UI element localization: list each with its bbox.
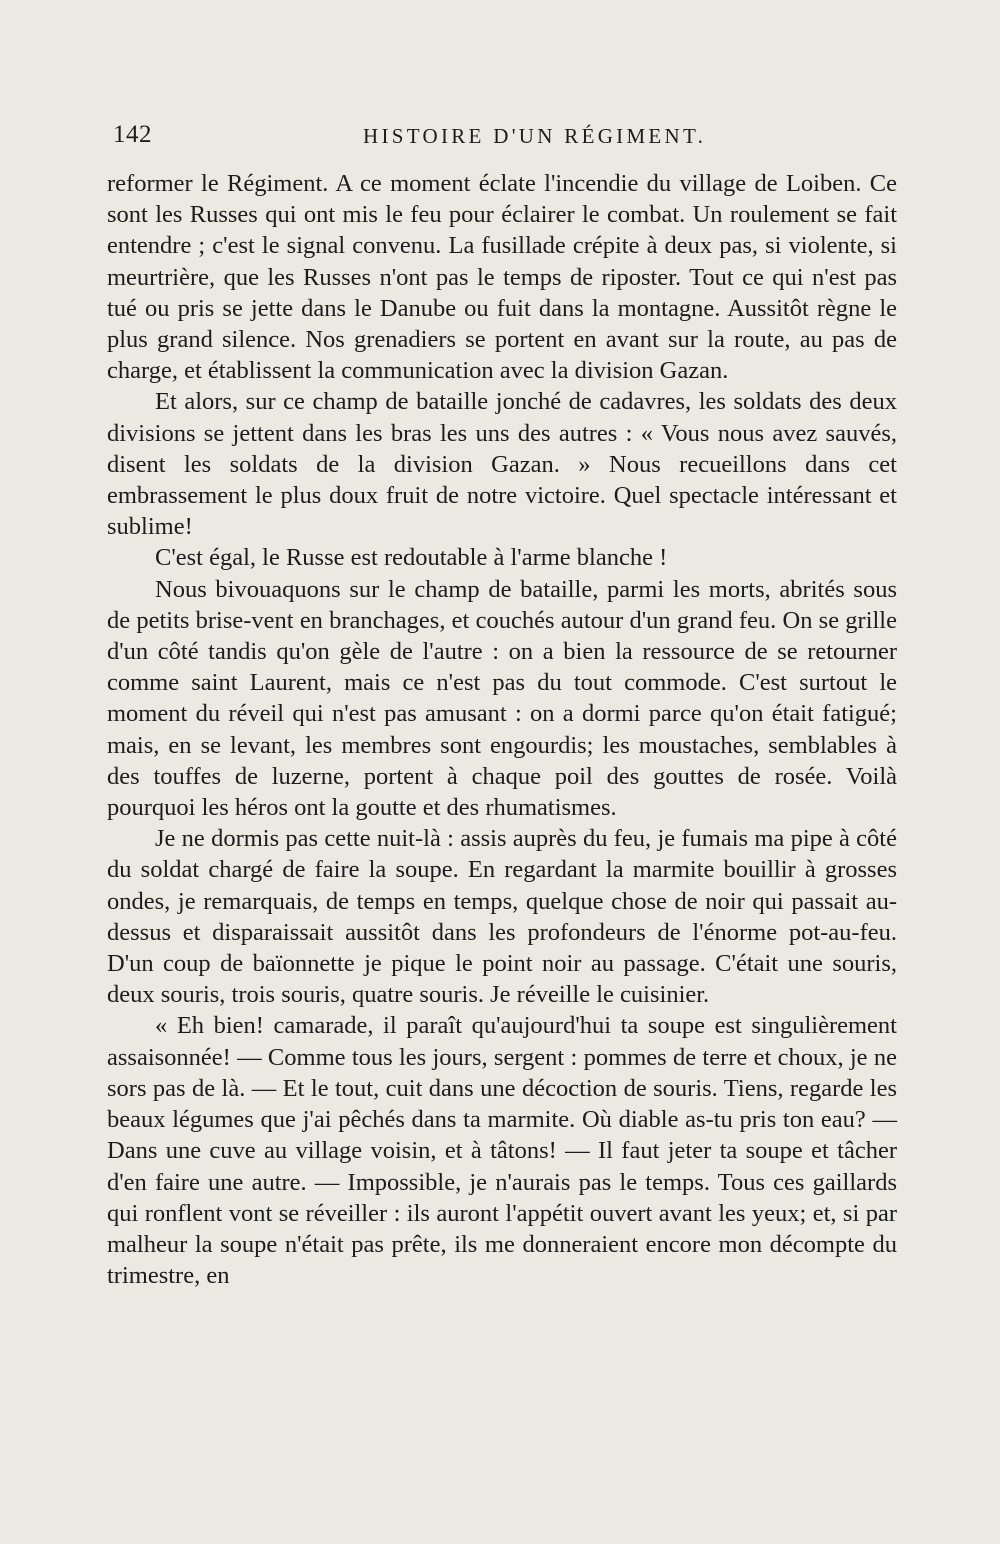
page-header (113, 121, 905, 155)
paragraph-3: C'est égal, le Russe est redoutable à l'arme blanche ! (155, 544, 668, 572)
paragraph-6: « Eh bien! camarade, il paraît qu'aujourd'hui ta soupe est singulièrement assaisonnée! — Comme tous les jours, sergent : pommes de terre et choux, je ne sors pas de là. — Et le tout, cuit dans une décoction de souris. Tiens, regarde les beaux légumes que j'ai pêchés dans ta marmite. Où diable as-tu pris ton eau? — Dans une cuve au village voisin, et à tâtons! — Il faut jeter ta soupe et tâcher d'en faire une autre. — Impossible, je n'aurais pas le temps. Tous ces gaillards qui ronflent vont se réveiller : ils auront l'appétit ouvert avant les yeux; et, si par malheur la soupe n'était pas prête, ils me donneraient encore mon décompte du trimestre, en (107, 1012, 897, 1290)
page-number: 142 (113, 121, 152, 148)
paragraph-1: reformer le Régiment. A ce moment éclate l'incendie du village de Loiben. Ce sont les Russes qui ont mis le feu pour éclairer le combat. Un roulement se fait entendre ; c'est le signal convenu. La fusillade crépite à deux pas, si violente, si meurtrière, que les Russes n'ont pas le temps de riposter. Tout ce qui n'est pas tué ou pris se jette dans le Danube ou fuit dans la montagne. Aussitôt règne le plus grand silence. Nos grenadiers se portent en avant sur la route, au pas de charge, et établissent la communication avec la division Gazan. (107, 170, 897, 385)
paragraph-5: Je ne dormis pas cette nuit-là : assis auprès du feu, je fumais ma pipe à côté du soldat chargé de faire la soupe. En regardant la marmite bouillir à grosses ondes, je remarquais, de temps en temps, quelque chose de noir qui passait au-dessus et disparaissait aussitôt dans les profondeurs de l'énorme pot-au-feu. D'un coup de baïonnette je pique le point noir au passage. C'était une souris, deux souris, trois souris, quatre souris. Je réveille le cuisinier. (107, 825, 897, 1009)
running-title: HISTOIRE D'UN RÉGIMENT. (363, 124, 707, 148)
paragraph-4: Nous bivouaquons sur le champ de bataille, parmi les morts, abrités sous de petits brise-vent en branchages, et couchés autour d'un grand feu. On se grille d'un côté tandis qu'on gèle de l'autre : on a bien la ressource de se retourner comme saint Laurent, mais ce n'est pas du tout commode. C'est surtout le moment du réveil qui n'est pas amusant : on a dormi parce qu'on était fatigué; mais, en se levant, les membres sont engourdis; les moustaches, semblables à des touffes de luzerne, portent à chaque poil des gouttes de rosée. Voilà pourquoi les héros ont la goutte et des rhumatismes. (107, 575, 897, 822)
body-text (107, 168, 897, 1291)
paragraph-2: Et alors, sur ce champ de bataille jonché de cadavres, les soldats des deux divisions se jettent dans les bras les uns des autres : « Vous nous avez sauvés, disent les soldats de la division Gazan. » Nous recueillons dans cet embrassement le plus doux fruit de notre victoire. Quel spectacle intéressant et sublime! (107, 388, 897, 541)
